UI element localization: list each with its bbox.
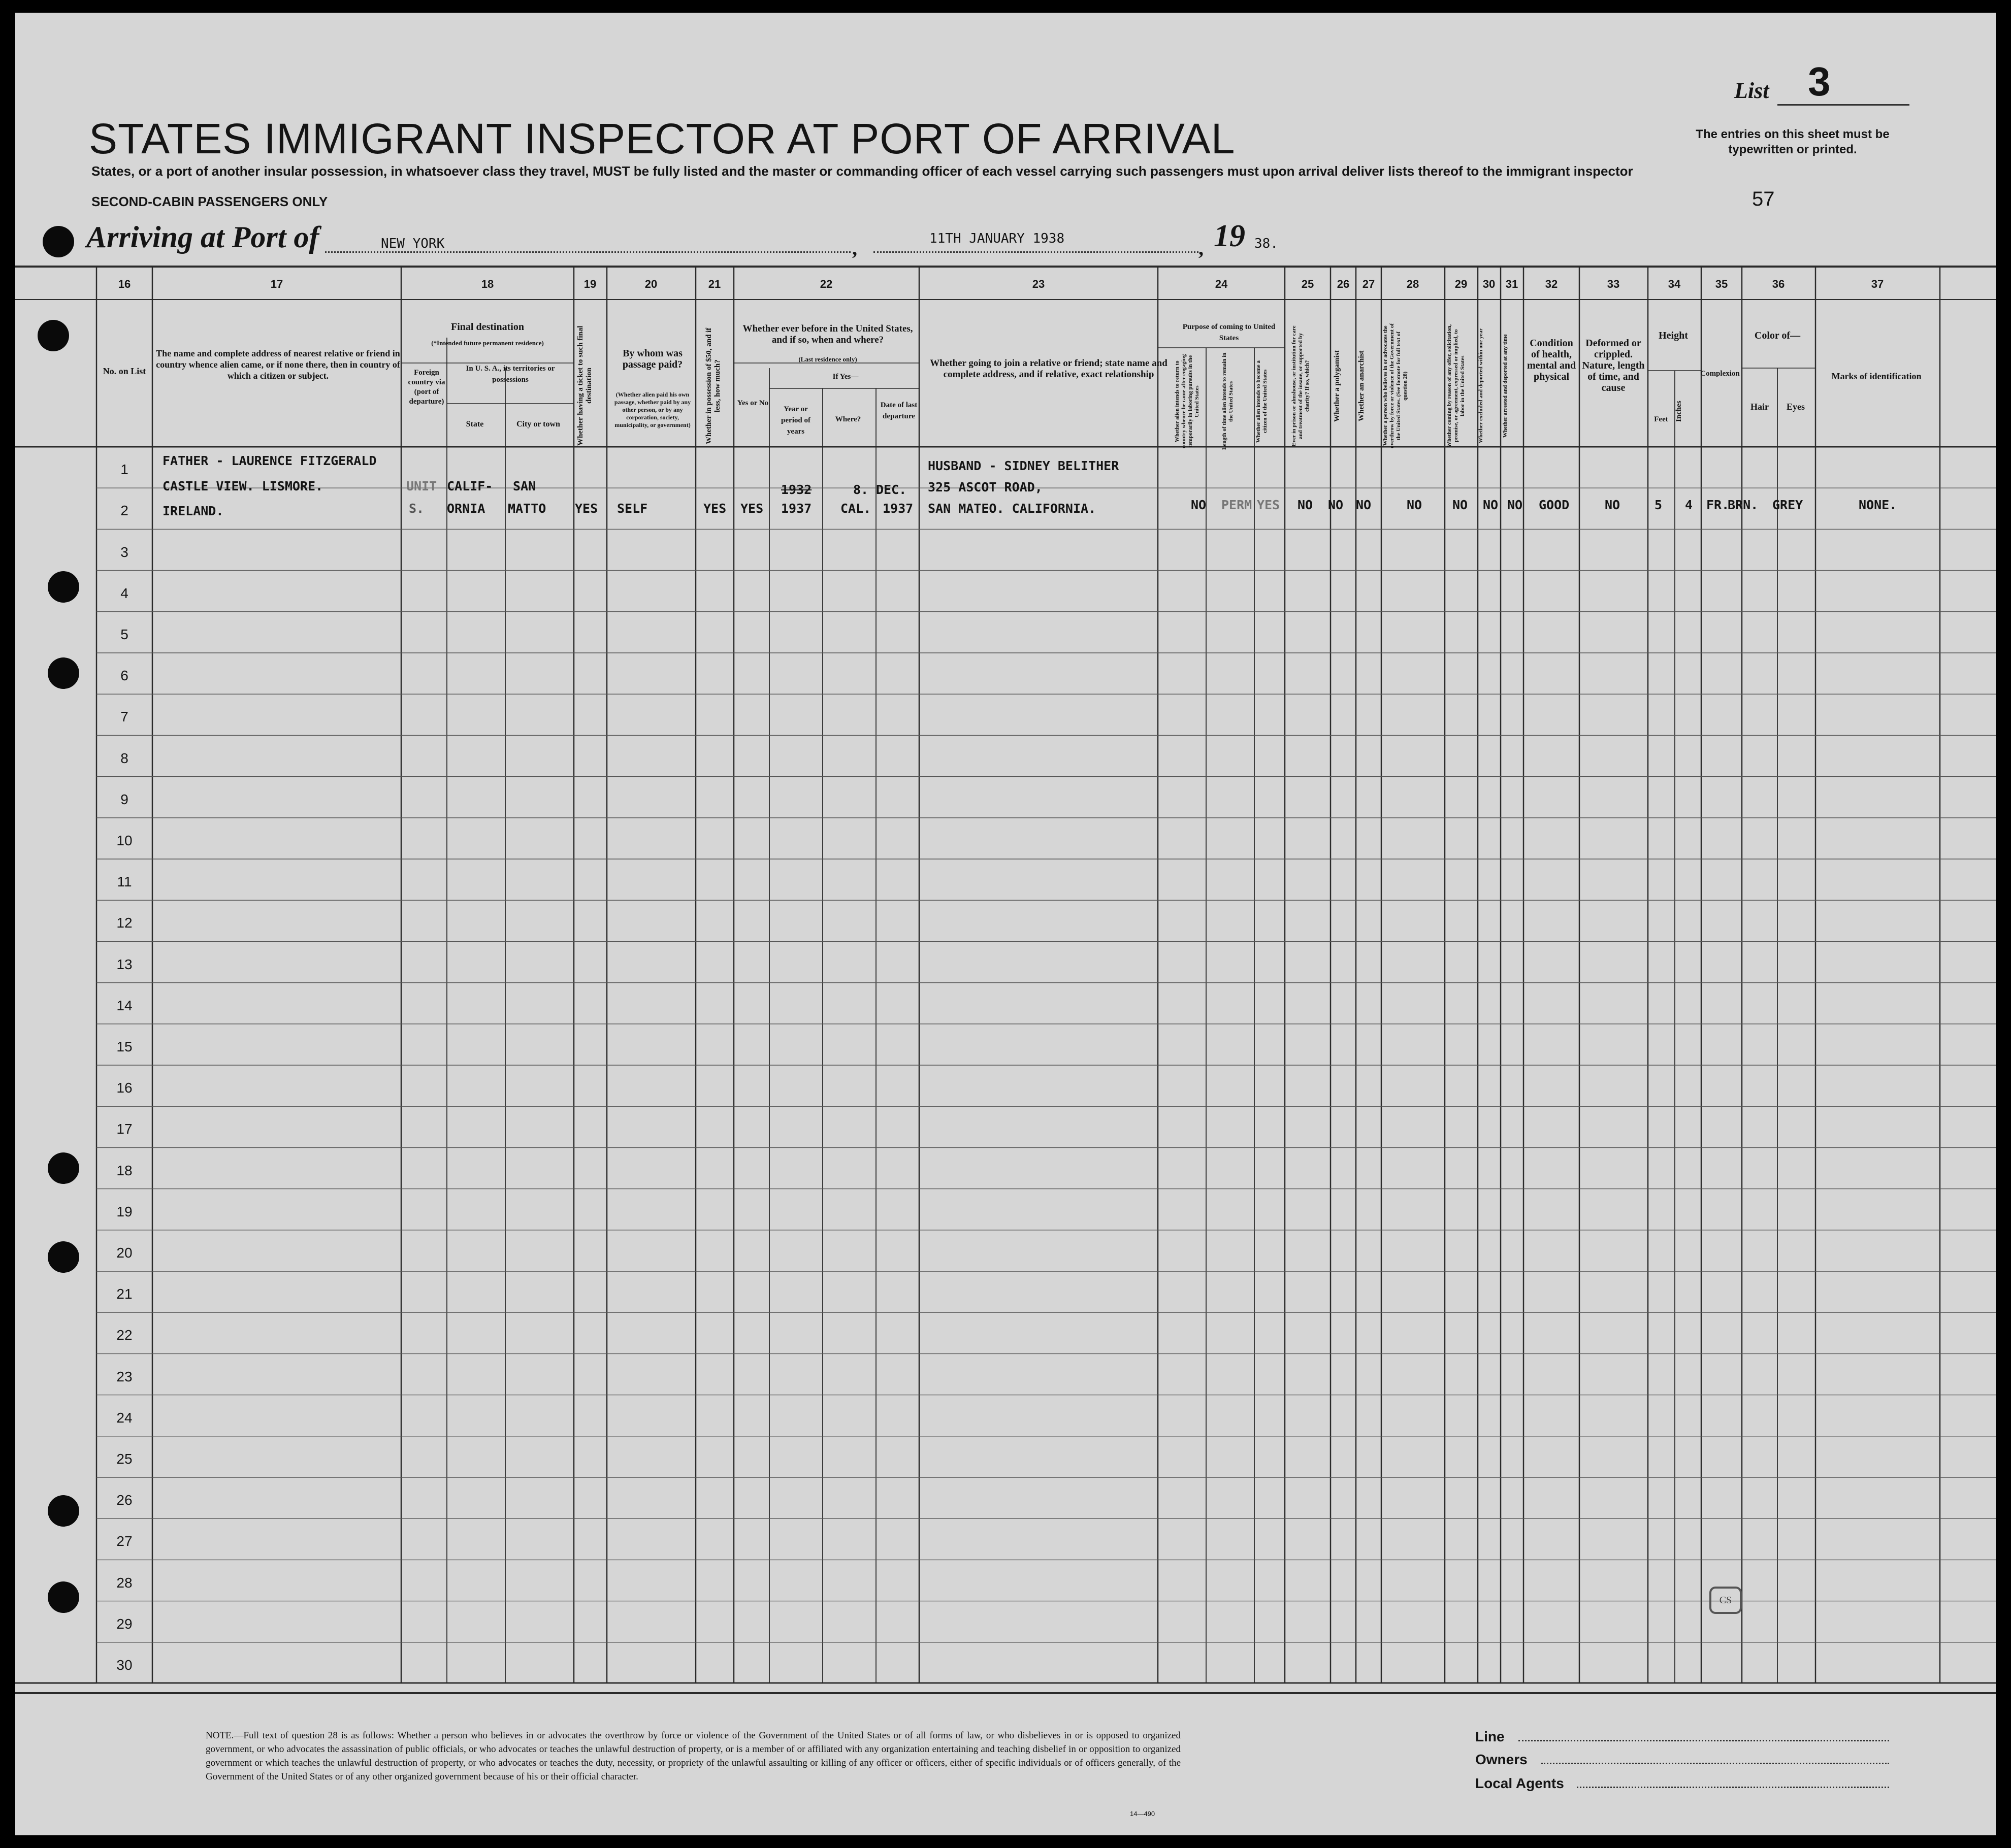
column-number: 17	[270, 278, 283, 290]
header-prison: Ever in prison or almshouse, or institution for care and treatment of the insane, or supported by charity? If so, which?	[1291, 325, 1310, 446]
departure-l1: DEC.	[876, 482, 907, 497]
header-state: State	[466, 420, 484, 428]
agents-field	[1577, 1787, 1889, 1788]
purpose-b-value: PERM	[1221, 498, 1252, 512]
sheet-number: 57	[1752, 188, 1775, 210]
inches-value: 4	[1685, 498, 1693, 512]
ticket-value: YES	[575, 501, 598, 516]
relative-line2: CASTLE VIEW. LISMORE.	[163, 479, 323, 493]
header-purpose-b: Length of time alien intends to remain in the United States	[1221, 352, 1234, 450]
possession-value: YES	[703, 501, 727, 516]
marks-value: NONE.	[1859, 498, 1897, 512]
row-number: 15	[116, 1039, 133, 1054]
page-title: STATES IMMIGRANT INSPECTOR AT PORT OF ARRIVAL	[89, 115, 1236, 162]
row-number: 21	[116, 1286, 133, 1302]
row-number: 27	[116, 1533, 133, 1549]
manifest-sheet	[15, 13, 1996, 1835]
relative-line3: IRELAND.	[163, 504, 224, 518]
state-l2: ORNIA	[447, 501, 485, 516]
punch-hole	[48, 571, 79, 603]
row-number: 13	[116, 956, 133, 972]
eyes-value: GREY	[1772, 498, 1803, 512]
header-foreign-country: Foreign country via (port of departure)	[408, 369, 445, 406]
col31-value: NO	[1507, 498, 1523, 512]
typewritten-note: The entries on this sheet must be typewritten or printed.	[1696, 127, 1890, 156]
stamp-mark: CS	[1709, 1587, 1742, 1614]
where-l2: CAL.	[840, 501, 871, 516]
column-number: 24	[1215, 278, 1228, 290]
agents-label: Local Agents	[1475, 1775, 1564, 1791]
col30-value: NO	[1483, 498, 1499, 512]
header-hair: Hair	[1750, 402, 1769, 412]
complexion-value: FR.	[1706, 498, 1730, 512]
row-number: 2	[120, 503, 128, 519]
foreign-country-l1: UNIT	[406, 479, 437, 493]
punch-hole	[38, 320, 69, 351]
port-value: NEW YORK	[381, 236, 445, 251]
column-number: 29	[1454, 278, 1468, 290]
cabin-class: SECOND-CABIN PASSENGERS ONLY	[91, 194, 328, 209]
row-number: 25	[116, 1451, 133, 1467]
row-number: 3	[120, 544, 128, 560]
row-number: 23	[116, 1368, 133, 1384]
table-grid	[15, 13, 1996, 1835]
passage-value: SELF	[617, 501, 648, 516]
header-city: City or town	[516, 420, 560, 428]
punch-hole	[48, 1241, 79, 1273]
row-number: 5	[120, 626, 128, 642]
state-l1: CALIF-	[447, 479, 493, 493]
header-possession: Whether in possession of $50, and if less, how much?	[705, 327, 722, 444]
joining-l2: 325 ASCOT ROAD,	[928, 480, 1043, 494]
year-prefix: 19	[1214, 219, 1245, 253]
header-feet: Feet	[1654, 415, 1668, 423]
column-number: 28	[1406, 278, 1419, 290]
header-final-destination: Final destination	[451, 321, 524, 333]
year-l1: 1932	[781, 482, 812, 497]
header-marks: Marks of identification	[1831, 371, 1922, 381]
header-complexion: Complexion	[1700, 370, 1740, 378]
column-number: 35	[1715, 278, 1728, 290]
owners-label: Owners	[1475, 1752, 1528, 1767]
line-field	[1518, 1740, 1889, 1741]
column-number: 26	[1337, 278, 1350, 290]
header-where: Where?	[835, 415, 861, 423]
row-number: 26	[116, 1492, 133, 1508]
column-number: 32	[1545, 278, 1558, 290]
row-number: 16	[116, 1080, 133, 1096]
header-col31: Whether arrested and deported at any time	[1502, 334, 1508, 438]
header-no-on-list: No. on List	[103, 366, 146, 376]
row-number: 18	[116, 1162, 133, 1178]
header-nearest-relative: The name and complete address of nearest relative or friend in country whence alien came, or if none there, then in country of which a citizen or subject.	[156, 348, 400, 381]
date-value: 11TH JANUARY 1938	[929, 231, 1065, 246]
header-joining: Whether going to join a relative or friend; state name and complete address, and if relative, exact relationship	[930, 358, 1167, 380]
column-number: 23	[1032, 278, 1045, 290]
col29-value: NO	[1452, 498, 1468, 512]
feet-value: 5	[1655, 498, 1663, 512]
departure-l2: 1937	[883, 501, 914, 516]
header-color-of: Color of—	[1754, 330, 1801, 341]
header-anarchist: Whether an anarchist	[1357, 350, 1366, 421]
row-number: 11	[117, 874, 132, 890]
arriving-label: Arriving at Port of	[86, 220, 319, 254]
where-l1: 8.	[853, 482, 869, 497]
row-number: 19	[116, 1203, 133, 1219]
row-number: 29	[116, 1615, 133, 1632]
joining-l3: SAN MATEO. CALIFORNIA.	[928, 501, 1096, 516]
comma-1: ,	[852, 237, 857, 259]
header-height: Height	[1659, 330, 1688, 341]
city-l2: MATTO	[508, 501, 546, 516]
column-number: 27	[1362, 278, 1375, 290]
header-eyes: Eyes	[1787, 402, 1805, 412]
punch-hole	[48, 1152, 79, 1184]
footnote: NOTE.—Full text of question 28 is as follows: Whether a person who believes in or advocates the overthrow by force or violence of the Government of the United States or of all forms of law, or who disbelieves in or is opposed to organized government, or who advocates the assassination of public officials, or who advocates or teaches the unlawful destruction of property, or is a member of or affiliated with any organization entertaining and teaching disbelief in or opposition to organized government or which teaches the unlawful destruction of property, or who advocates or teaches the duty, necessity, or propriety of the unlawful assaulting or killing of any officer or officers, either of specific individuals or of officers generally, of the Government of the United States or of any other organized government because of his or their official character.	[206, 1730, 1181, 1782]
header-date-departure: Date of last departure	[880, 401, 918, 420]
column-number: 37	[1871, 278, 1884, 290]
list-label: List	[1734, 78, 1769, 103]
header-deformed: Deformed or crippled. Nature, length of time, and cause	[1582, 338, 1645, 393]
header-passage-paid: By whom was passage paid?	[622, 348, 683, 370]
header-polygamist: Whether a polygamist	[1333, 350, 1341, 422]
row-number: 1	[120, 461, 128, 478]
row-number: 30	[116, 1657, 133, 1673]
header-purpose-a: Whether alien intends to return to country whence he came after engaging temporarily in laboring pursuits in the United States	[1174, 354, 1200, 449]
row-number: 24	[116, 1409, 133, 1426]
header-final-destination-note: (*Intended future permanent residence)	[431, 339, 544, 347]
header-yes-no: Yes or No	[737, 399, 769, 407]
column-number: 20	[644, 278, 658, 290]
form-number: 14—490	[1130, 1810, 1155, 1818]
header-ever-before: Whether ever before in the United States, and if so, when and where?	[742, 323, 913, 345]
punch-hole	[48, 1581, 79, 1613]
list-line	[1777, 104, 1909, 106]
header-ticket: Whether having a ticket to such final destination	[576, 325, 593, 446]
anarchist-value: NO	[1356, 498, 1372, 512]
purpose-a-value: NO	[1191, 498, 1207, 512]
year-suffix: 38.	[1254, 236, 1278, 251]
row-number: 4	[120, 585, 128, 601]
header-col28: Whether a person who believes in or advocates the overthrow by force or violence of the Government of the United States. (See footnote for full text of question 28)	[1382, 323, 1408, 449]
header-purpose: Purpose of coming to United States	[1182, 323, 1276, 342]
row-number: 6	[120, 668, 128, 684]
column-number: 36	[1772, 278, 1785, 290]
list-number: 3	[1808, 59, 1831, 104]
health-value: GOOD	[1539, 498, 1570, 512]
header-passage-note: (Whether alien paid his own passage, whether paid by any other person, or by any corporation, society, municipality, or government)	[614, 391, 691, 428]
column-number: 21	[708, 278, 721, 290]
date-line	[873, 251, 1198, 253]
punch-hole	[48, 657, 79, 689]
header-last-residence: (Last residence only)	[798, 355, 857, 363]
purpose-c-value: YES	[1257, 498, 1280, 512]
year-l2: 1937	[781, 501, 812, 516]
header-if-yes: If Yes—	[832, 373, 859, 381]
city-l1: SAN	[513, 479, 536, 493]
comma-2: ,	[1198, 237, 1204, 259]
column-number: 31	[1505, 278, 1518, 290]
column-number: 34	[1668, 278, 1681, 290]
foreign-country-l2: S.	[409, 501, 425, 516]
row-number: 8	[120, 750, 128, 766]
ever-before-value: YES	[740, 501, 764, 516]
row-number: 12	[116, 915, 133, 931]
punch-hole	[48, 1495, 79, 1527]
owners-field	[1541, 1763, 1889, 1764]
column-number: 33	[1607, 278, 1620, 290]
column-number: 22	[820, 278, 833, 290]
column-number: 16	[118, 278, 131, 290]
row-number: 17	[116, 1121, 133, 1137]
header-col29: Whether coming by reason of any offer, solicitation, promise, or agreement, expressed or implied, to labor in the United States	[1446, 324, 1466, 448]
header-in-usa: In U. S. A., its territories or possessions	[466, 365, 555, 384]
prison-value: NO	[1298, 498, 1313, 512]
header-inches: Inches	[1675, 401, 1683, 422]
header-health: Condition of health, mental and physical	[1527, 338, 1576, 382]
relative-line1: FATHER - LAURENCE FITZGERALD	[163, 453, 377, 468]
row-number: 9	[120, 791, 128, 807]
row-number: 10	[116, 833, 133, 848]
punch-hole	[43, 226, 74, 257]
subtitle: States, or a port of another insular possession, in whatsoever class they travel, MUST be fully listed and the master or commanding officer of each vessel carrying such passengers must upon arrival deliver lists thereof to the immigrant inspector	[91, 163, 1633, 179]
row-number: 22	[116, 1327, 133, 1343]
column-number: 18	[481, 278, 494, 290]
header-col30: Whether excluded and deported within one year	[1478, 328, 1484, 444]
column-number: 30	[1482, 278, 1496, 290]
joining-l1: HUSBAND - SIDNEY BELITHER	[928, 458, 1119, 473]
column-number: 25	[1301, 278, 1314, 290]
row-number: 14	[116, 997, 133, 1013]
row-number: 28	[116, 1574, 133, 1591]
header-purpose-c: Whether alien intends to become a citizen of the United States	[1255, 360, 1268, 443]
header-year-period: Year or period of years	[781, 405, 810, 436]
hair-value: BRN.	[1728, 498, 1759, 512]
row-number: 20	[116, 1245, 133, 1261]
row-number: 7	[120, 709, 128, 725]
line-label: Line	[1475, 1729, 1505, 1744]
column-number: 19	[583, 278, 597, 290]
col28-value: NO	[1407, 498, 1422, 512]
polygamist-value: NO	[1328, 498, 1344, 512]
deformed-value: NO	[1605, 498, 1620, 512]
port-line	[325, 251, 851, 253]
